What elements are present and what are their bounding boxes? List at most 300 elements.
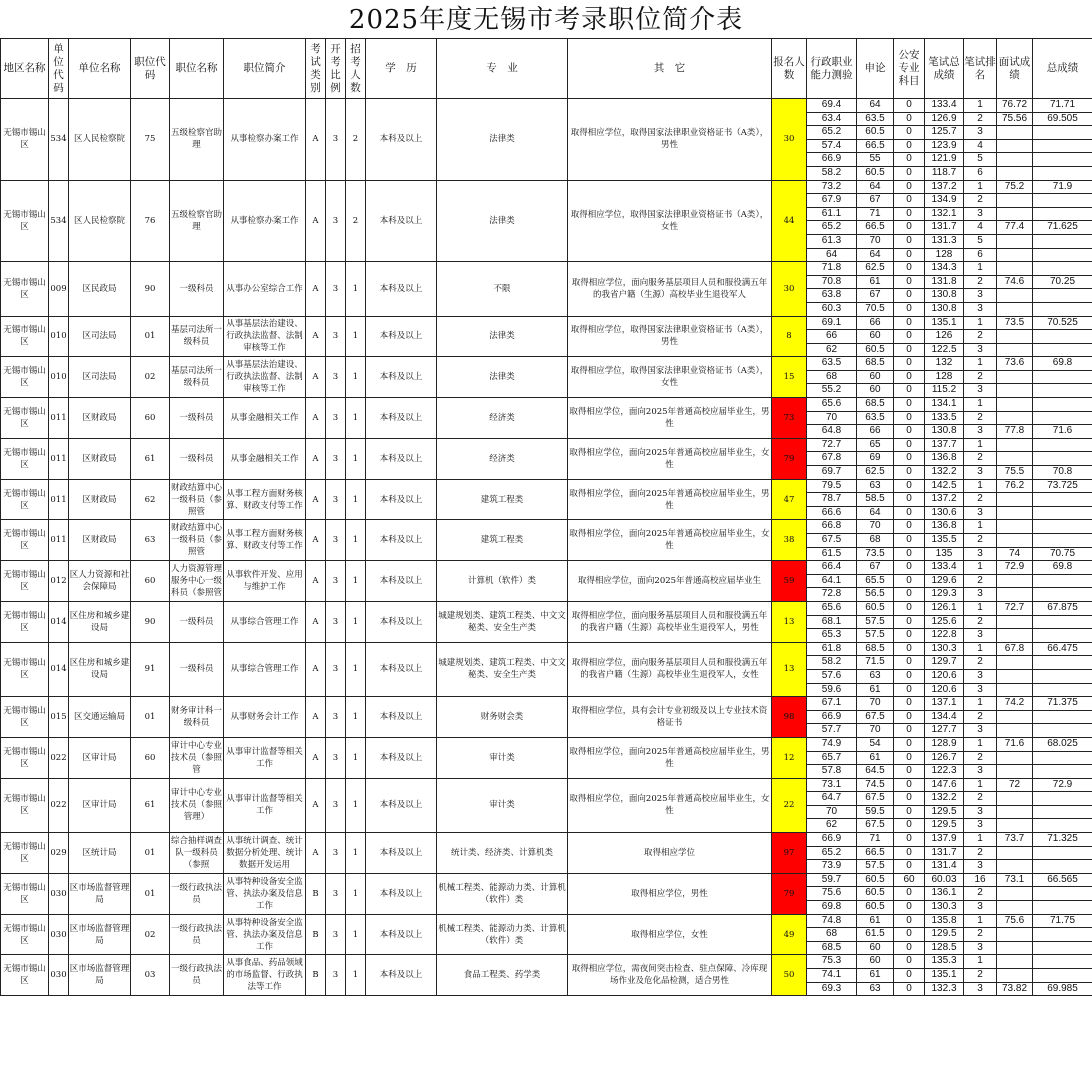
score-cell: 0 bbox=[894, 493, 925, 507]
score-cell bbox=[997, 615, 1033, 629]
score-cell bbox=[1033, 969, 1092, 983]
score-cell: 115.2 bbox=[925, 384, 964, 398]
cell-major: 机械工程类、能源动力类、计算机（软件）类 bbox=[437, 914, 568, 955]
cell-cat: A bbox=[306, 561, 326, 602]
cell-pos-code: 60 bbox=[131, 561, 170, 602]
score-cell bbox=[1033, 370, 1092, 384]
cell-cat: A bbox=[306, 180, 326, 262]
cell-desc: 从事特种设备安全监管、执法办案及信息工作 bbox=[224, 914, 306, 955]
score-cell: 2 bbox=[964, 112, 997, 126]
applicant-count: 50 bbox=[772, 955, 807, 996]
score-cell bbox=[1033, 534, 1092, 548]
score-cell: 72.7 bbox=[997, 601, 1033, 615]
score-cell: 64.8 bbox=[807, 425, 857, 439]
score-cell: 132.3 bbox=[925, 982, 964, 996]
score-cell: 70 bbox=[807, 805, 857, 819]
score-cell: 120.6 bbox=[925, 683, 964, 697]
score-cell: 0 bbox=[894, 520, 925, 534]
table-row bbox=[1, 914, 1092, 928]
cell-region: 无锡市锡山区 bbox=[1, 438, 49, 479]
score-cell: 0 bbox=[894, 982, 925, 996]
score-cell bbox=[997, 289, 1033, 303]
cell-num: 1 bbox=[346, 833, 366, 874]
score-cell: 130.8 bbox=[925, 425, 964, 439]
score-cell: 74.1 bbox=[807, 969, 857, 983]
cell-desc: 从事基层法治建设、行政执法监督、法制审核等工作 bbox=[224, 316, 306, 357]
cell-ratio: 3 bbox=[326, 479, 346, 520]
score-cell: 66.9 bbox=[807, 833, 857, 847]
score-cell: 64 bbox=[807, 248, 857, 262]
score-cell: 2 bbox=[964, 330, 997, 344]
cell-pos-name: 基层司法所一级科员 bbox=[170, 357, 224, 398]
score-cell: 132.1 bbox=[925, 207, 964, 221]
cell-ratio: 3 bbox=[326, 316, 346, 357]
cell-num: 2 bbox=[346, 99, 366, 181]
score-cell: 0 bbox=[894, 751, 925, 765]
score-cell bbox=[1033, 452, 1092, 466]
score-cell bbox=[1033, 724, 1092, 738]
score-cell: 0 bbox=[894, 438, 925, 452]
applicant-count: 8 bbox=[772, 316, 807, 357]
score-cell: 130.3 bbox=[925, 642, 964, 656]
cell-region: 无锡市锡山区 bbox=[1, 737, 49, 778]
score-cell: 75.6 bbox=[807, 887, 857, 901]
cell-desc: 从事审计监督等相关工作 bbox=[224, 778, 306, 832]
cell-unit: 区财政局 bbox=[69, 479, 131, 520]
score-cell bbox=[1033, 683, 1092, 697]
cell-other: 取得相应学位，男性 bbox=[568, 873, 772, 914]
applicant-count: 30 bbox=[772, 262, 807, 316]
score-cell: 73.5 bbox=[857, 547, 894, 561]
score-cell bbox=[997, 792, 1033, 806]
score-cell: 129.6 bbox=[925, 574, 964, 588]
score-cell bbox=[997, 384, 1033, 398]
score-cell: 0 bbox=[894, 792, 925, 806]
score-cell: 71.375 bbox=[1033, 697, 1092, 711]
score-cell: 73.1 bbox=[807, 778, 857, 792]
applicant-count: 15 bbox=[772, 357, 807, 398]
score-cell: 1 bbox=[964, 316, 997, 330]
score-cell: 63.5 bbox=[857, 112, 894, 126]
table-row bbox=[1, 737, 1092, 751]
score-cell: 69.4 bbox=[807, 99, 857, 113]
score-cell bbox=[1033, 302, 1092, 316]
score-cell: 63 bbox=[857, 479, 894, 493]
score-cell: 73.82 bbox=[997, 982, 1033, 996]
cell-cat: A bbox=[306, 479, 326, 520]
cell-edu: 本科及以上 bbox=[366, 262, 437, 316]
score-cell: 66.4 bbox=[807, 561, 857, 575]
cell-region: 无锡市锡山区 bbox=[1, 520, 49, 561]
score-cell bbox=[997, 234, 1033, 248]
score-cell bbox=[997, 248, 1033, 262]
score-cell: 71.5 bbox=[857, 656, 894, 670]
cell-pos-name: 审计中心专业技术员（参照管 bbox=[170, 737, 224, 778]
cell-major: 计算机（软件）类 bbox=[437, 561, 568, 602]
score-cell: 60.5 bbox=[857, 126, 894, 140]
cell-other: 取得相应学位，取得国家法律职业资格证书（A类），男性 bbox=[568, 99, 772, 181]
score-cell: 62 bbox=[807, 343, 857, 357]
score-cell: 57.8 bbox=[807, 765, 857, 779]
header-cell: 总成绩 bbox=[1033, 39, 1092, 99]
score-cell: 75.5 bbox=[997, 466, 1033, 480]
score-cell: 61 bbox=[857, 914, 894, 928]
score-cell: 128 bbox=[925, 248, 964, 262]
score-cell: 68.5 bbox=[857, 357, 894, 371]
score-cell: 74.6 bbox=[997, 275, 1033, 289]
score-cell: 65.6 bbox=[807, 601, 857, 615]
score-cell: 1 bbox=[964, 561, 997, 575]
table-row bbox=[1, 833, 1092, 847]
cell-num: 1 bbox=[346, 601, 366, 642]
cell-num: 1 bbox=[346, 778, 366, 832]
score-cell: 60.5 bbox=[857, 343, 894, 357]
cell-unit-code: 010 bbox=[49, 357, 69, 398]
score-cell: 3 bbox=[964, 588, 997, 602]
cell-ratio: 3 bbox=[326, 438, 346, 479]
score-cell: 2 bbox=[964, 846, 997, 860]
score-cell bbox=[997, 126, 1033, 140]
score-cell: 131.8 bbox=[925, 275, 964, 289]
cell-ratio: 3 bbox=[326, 833, 346, 874]
score-cell: 71.6 bbox=[997, 737, 1033, 751]
cell-cat: A bbox=[306, 316, 326, 357]
cell-pos-name: 一级行政执法员 bbox=[170, 873, 224, 914]
score-cell: 134.1 bbox=[925, 398, 964, 412]
score-cell: 0 bbox=[894, 398, 925, 412]
score-cell: 126.9 bbox=[925, 112, 964, 126]
score-cell: 0 bbox=[894, 928, 925, 942]
score-cell: 2 bbox=[964, 452, 997, 466]
cell-num: 1 bbox=[346, 357, 366, 398]
score-cell bbox=[1033, 887, 1092, 901]
score-cell bbox=[997, 941, 1033, 955]
score-cell: 0 bbox=[894, 370, 925, 384]
cell-region: 无锡市锡山区 bbox=[1, 601, 49, 642]
cell-ratio: 3 bbox=[326, 520, 346, 561]
score-cell bbox=[1033, 955, 1092, 969]
score-cell: 66.9 bbox=[807, 153, 857, 167]
score-cell: 136.8 bbox=[925, 520, 964, 534]
cell-ratio: 3 bbox=[326, 737, 346, 778]
score-cell: 67.8 bbox=[807, 452, 857, 466]
cell-unit: 区住房和城乡建设局 bbox=[69, 601, 131, 642]
cell-edu: 本科及以上 bbox=[366, 520, 437, 561]
header-cell: 地区名称 bbox=[1, 39, 49, 99]
score-cell bbox=[1033, 207, 1092, 221]
score-cell: 133.4 bbox=[925, 99, 964, 113]
score-cell: 0 bbox=[894, 669, 925, 683]
score-cell: 73.2 bbox=[807, 180, 857, 194]
score-cell: 61.8 bbox=[807, 642, 857, 656]
score-cell bbox=[997, 153, 1033, 167]
score-cell: 3 bbox=[964, 289, 997, 303]
score-cell bbox=[997, 520, 1033, 534]
applicant-count: 79 bbox=[772, 438, 807, 479]
score-cell: 0 bbox=[894, 289, 925, 303]
score-cell: 137.2 bbox=[925, 180, 964, 194]
cell-region: 无锡市锡山区 bbox=[1, 99, 49, 181]
cell-pos-code: 90 bbox=[131, 262, 170, 316]
score-cell bbox=[997, 805, 1033, 819]
score-cell bbox=[1033, 669, 1092, 683]
cell-pos-code: 63 bbox=[131, 520, 170, 561]
score-cell bbox=[1033, 520, 1092, 534]
applicant-count: 13 bbox=[772, 642, 807, 696]
cell-desc: 从事综合管理工作 bbox=[224, 642, 306, 696]
score-cell: 3 bbox=[964, 466, 997, 480]
table-row bbox=[1, 642, 1092, 656]
cell-pos-code: 62 bbox=[131, 479, 170, 520]
score-cell: 0 bbox=[894, 778, 925, 792]
score-cell: 16 bbox=[964, 873, 997, 887]
score-cell: 71 bbox=[857, 207, 894, 221]
cell-ratio: 3 bbox=[326, 561, 346, 602]
applicant-count: 97 bbox=[772, 833, 807, 874]
header-cell: 公安专业科目 bbox=[894, 39, 925, 99]
cell-pos-name: 一级行政执法员 bbox=[170, 914, 224, 955]
score-cell: 60.5 bbox=[857, 166, 894, 180]
score-cell: 71.8 bbox=[807, 262, 857, 276]
score-cell: 128.9 bbox=[925, 737, 964, 751]
header-cell: 职位名称 bbox=[170, 39, 224, 99]
header-cell: 开考比例 bbox=[326, 39, 346, 99]
cell-num: 1 bbox=[346, 914, 366, 955]
score-cell: 2 bbox=[964, 710, 997, 724]
score-cell: 72.9 bbox=[997, 561, 1033, 575]
cell-major: 财务财会类 bbox=[437, 697, 568, 738]
score-cell bbox=[997, 765, 1033, 779]
cell-num: 1 bbox=[346, 642, 366, 696]
applicant-count: 98 bbox=[772, 697, 807, 738]
cell-pos-code: 02 bbox=[131, 357, 170, 398]
cell-major: 经济类 bbox=[437, 438, 568, 479]
cell-desc: 从事财务会计工作 bbox=[224, 697, 306, 738]
score-cell: 63.5 bbox=[857, 411, 894, 425]
table-row bbox=[1, 697, 1092, 711]
score-cell: 2 bbox=[964, 751, 997, 765]
score-cell: 66.9 bbox=[807, 710, 857, 724]
score-cell: 0 bbox=[894, 805, 925, 819]
score-cell: 69.7 bbox=[807, 466, 857, 480]
score-cell bbox=[1033, 765, 1092, 779]
cell-major: 法律类 bbox=[437, 180, 568, 262]
score-cell bbox=[997, 683, 1033, 697]
score-cell: 59.5 bbox=[857, 805, 894, 819]
score-cell: 0 bbox=[894, 166, 925, 180]
cell-major: 法律类 bbox=[437, 316, 568, 357]
score-cell: 122.5 bbox=[925, 343, 964, 357]
cell-desc: 从事金融相关工作 bbox=[224, 398, 306, 439]
score-cell: 65.7 bbox=[807, 751, 857, 765]
score-cell: 3 bbox=[964, 724, 997, 738]
score-cell: 68.5 bbox=[857, 398, 894, 412]
score-cell: 68 bbox=[857, 534, 894, 548]
score-cell: 129.5 bbox=[925, 819, 964, 833]
score-cell: 0 bbox=[894, 833, 925, 847]
cell-other: 取得相应学位，具有会计专业初级及以上专业技术资格证书 bbox=[568, 697, 772, 738]
score-cell: 1 bbox=[964, 398, 997, 412]
score-cell: 57.5 bbox=[857, 860, 894, 874]
score-cell: 0 bbox=[894, 343, 925, 357]
score-cell: 78.7 bbox=[807, 493, 857, 507]
applicant-count: 73 bbox=[772, 398, 807, 439]
table-row bbox=[1, 955, 1092, 969]
cell-unit: 区财政局 bbox=[69, 438, 131, 479]
score-cell: 69.985 bbox=[1033, 982, 1092, 996]
cell-region: 无锡市锡山区 bbox=[1, 873, 49, 914]
score-cell: 0 bbox=[894, 955, 925, 969]
score-cell: 0 bbox=[894, 425, 925, 439]
score-cell: 68.5 bbox=[807, 941, 857, 955]
score-cell: 70.525 bbox=[1033, 316, 1092, 330]
cell-desc: 从事审计监督等相关工作 bbox=[224, 737, 306, 778]
score-cell: 1 bbox=[964, 438, 997, 452]
score-cell bbox=[1033, 262, 1092, 276]
cell-cat: B bbox=[306, 955, 326, 996]
score-cell: 64 bbox=[857, 506, 894, 520]
score-cell bbox=[997, 262, 1033, 276]
score-cell bbox=[1033, 656, 1092, 670]
score-cell: 67.9 bbox=[807, 194, 857, 208]
cell-cat: A bbox=[306, 398, 326, 439]
score-cell: 0 bbox=[894, 248, 925, 262]
score-cell: 1 bbox=[964, 180, 997, 194]
score-cell: 61.5 bbox=[857, 928, 894, 942]
cell-unit-code: 029 bbox=[49, 833, 69, 874]
score-cell: 133.4 bbox=[925, 561, 964, 575]
cell-cat: A bbox=[306, 357, 326, 398]
score-cell: 0 bbox=[894, 656, 925, 670]
cell-cat: B bbox=[306, 914, 326, 955]
score-cell: 3 bbox=[964, 901, 997, 915]
score-cell: 58.2 bbox=[807, 166, 857, 180]
cell-desc: 从事检察办案工作 bbox=[224, 180, 306, 262]
cell-major: 建筑工程类 bbox=[437, 520, 568, 561]
score-cell: 68.025 bbox=[1033, 737, 1092, 751]
cell-unit-code: 011 bbox=[49, 438, 69, 479]
score-cell: 0 bbox=[894, 615, 925, 629]
cell-pos-name: 一级科员 bbox=[170, 642, 224, 696]
score-cell: 122.8 bbox=[925, 629, 964, 643]
cell-pos-code: 03 bbox=[131, 955, 170, 996]
table-row bbox=[1, 873, 1092, 887]
score-cell: 59.6 bbox=[807, 683, 857, 697]
cell-other: 取得相应学位，面向2025年普通高校应届毕业生，女性 bbox=[568, 520, 772, 561]
cell-region: 无锡市锡山区 bbox=[1, 914, 49, 955]
score-cell: 67.875 bbox=[1033, 601, 1092, 615]
cell-unit-code: 011 bbox=[49, 398, 69, 439]
cell-num: 1 bbox=[346, 438, 366, 479]
score-cell: 1 bbox=[964, 479, 997, 493]
score-cell: 2 bbox=[964, 792, 997, 806]
score-cell bbox=[997, 860, 1033, 874]
score-cell: 125.7 bbox=[925, 126, 964, 140]
header-cell: 学 历 bbox=[366, 39, 437, 99]
score-cell: 3 bbox=[964, 343, 997, 357]
cell-other: 取得相应学位，女性 bbox=[568, 914, 772, 955]
score-cell: 3 bbox=[964, 805, 997, 819]
score-cell: 125.6 bbox=[925, 615, 964, 629]
score-cell: 2 bbox=[964, 194, 997, 208]
score-cell: 6 bbox=[964, 248, 997, 262]
score-cell: 77.4 bbox=[997, 221, 1033, 235]
score-cell: 68.1 bbox=[807, 615, 857, 629]
score-cell: 5 bbox=[964, 234, 997, 248]
score-cell bbox=[997, 411, 1033, 425]
score-cell: 2 bbox=[964, 969, 997, 983]
score-cell: 71.71 bbox=[1033, 99, 1092, 113]
score-cell: 64 bbox=[857, 248, 894, 262]
score-cell: 1 bbox=[964, 262, 997, 276]
score-cell: 66 bbox=[857, 316, 894, 330]
score-cell: 0 bbox=[894, 887, 925, 901]
cell-ratio: 3 bbox=[326, 914, 346, 955]
score-cell: 0 bbox=[894, 547, 925, 561]
cell-edu: 本科及以上 bbox=[366, 561, 437, 602]
score-cell: 58.5 bbox=[857, 493, 894, 507]
cell-pos-code: 60 bbox=[131, 398, 170, 439]
score-cell: 123.9 bbox=[925, 139, 964, 153]
score-cell: 62 bbox=[807, 819, 857, 833]
cell-desc: 从事办公室综合工作 bbox=[224, 262, 306, 316]
score-cell: 3 bbox=[964, 982, 997, 996]
score-cell: 0 bbox=[894, 126, 925, 140]
cell-other: 取得相应学位，面向服务基层项目人员和服役满五年的我省户籍（生源）高校毕业生退役军人 bbox=[568, 262, 772, 316]
cell-desc: 从事特种设备安全监管、执法办案及信息工作 bbox=[224, 873, 306, 914]
score-cell: 135.5 bbox=[925, 534, 964, 548]
table-row bbox=[1, 262, 1092, 276]
cell-other: 取得相应学位，面向2025年普通高校应届毕业生，女性 bbox=[568, 778, 772, 832]
score-cell: 74.8 bbox=[807, 914, 857, 928]
score-cell: 0 bbox=[894, 221, 925, 235]
score-cell bbox=[1033, 234, 1092, 248]
cell-pos-name: 财务审计科一级科员 bbox=[170, 697, 224, 738]
score-cell bbox=[997, 574, 1033, 588]
score-cell bbox=[997, 166, 1033, 180]
score-cell: 127.7 bbox=[925, 724, 964, 738]
score-cell: 67 bbox=[857, 194, 894, 208]
cell-pos-code: 02 bbox=[131, 914, 170, 955]
cell-unit: 区人民检察院 bbox=[69, 180, 131, 262]
cell-num: 1 bbox=[346, 520, 366, 561]
cell-pos-name: 一级科员 bbox=[170, 262, 224, 316]
score-cell: 71.625 bbox=[1033, 221, 1092, 235]
cell-num: 1 bbox=[346, 873, 366, 914]
score-cell: 70.75 bbox=[1033, 547, 1092, 561]
score-cell: 65 bbox=[857, 438, 894, 452]
score-cell: 71.325 bbox=[1033, 833, 1092, 847]
score-cell: 64 bbox=[857, 180, 894, 194]
score-cell: 60 bbox=[857, 330, 894, 344]
score-cell: 129.7 bbox=[925, 656, 964, 670]
score-cell: 67.8 bbox=[997, 642, 1033, 656]
score-cell: 142.5 bbox=[925, 479, 964, 493]
score-cell: 1 bbox=[964, 737, 997, 751]
header-cell: 申论 bbox=[857, 39, 894, 99]
score-cell: 72 bbox=[997, 778, 1033, 792]
score-cell: 61 bbox=[857, 275, 894, 289]
applicant-count: 13 bbox=[772, 601, 807, 642]
score-cell: 61 bbox=[857, 683, 894, 697]
score-cell: 65.6 bbox=[807, 398, 857, 412]
cell-edu: 本科及以上 bbox=[366, 873, 437, 914]
score-cell: 3 bbox=[964, 819, 997, 833]
cell-ratio: 3 bbox=[326, 955, 346, 996]
score-cell: 60.5 bbox=[857, 887, 894, 901]
table-row bbox=[1, 180, 1092, 194]
score-cell: 0 bbox=[894, 574, 925, 588]
